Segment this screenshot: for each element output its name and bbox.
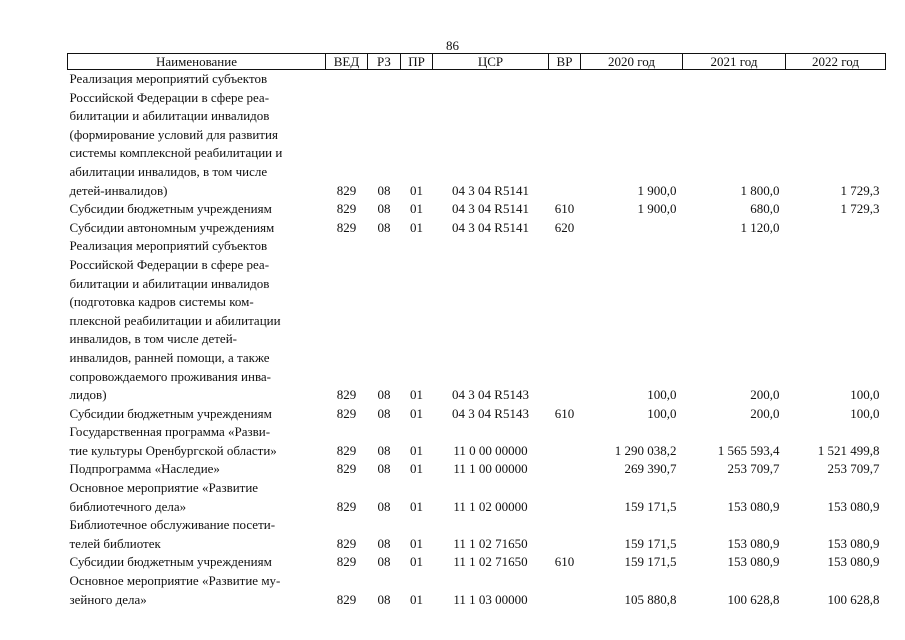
table-row: [68, 516, 886, 553]
cell-2021: 1 120,0: [740, 219, 780, 235]
cell-ved: 829: [336, 498, 357, 514]
name-line: (подготовка кадров системы ком-: [69, 294, 254, 310]
table-row: [68, 405, 886, 424]
cell-pr: 01: [410, 442, 423, 458]
cell-name: [68, 70, 326, 201]
name-line: Субсидии бюджетным учреждениям: [69, 405, 272, 421]
cell-pr: 01: [410, 461, 423, 477]
cell-2022: 253 709,7: [827, 461, 880, 477]
cell-ved: 829: [336, 442, 357, 458]
cell-rz: 08: [377, 182, 391, 198]
page-number: 86: [446, 38, 459, 53]
cell-2022: [786, 219, 886, 238]
cell-rz: 08: [377, 591, 391, 607]
cell-2022: 153 080,9: [827, 554, 880, 570]
name-line: Основное мероприятие «Развитие: [69, 480, 259, 496]
cell-2020: [581, 219, 683, 238]
cell-csr: 11 1 00 00000: [453, 461, 528, 477]
cell-vr: [549, 237, 581, 404]
cell-2020: 159 171,5: [624, 498, 677, 514]
cell-pr: 01: [410, 535, 423, 551]
cell-vr: [549, 423, 581, 460]
cell-ved: 829: [336, 201, 357, 217]
cell-2022: 1 521 499,8: [817, 442, 880, 458]
cell-ved: 829: [336, 461, 357, 477]
name-line: зейного дела»: [69, 591, 147, 607]
cell-csr: 11 0 00 00000: [453, 442, 528, 458]
cell-name: [68, 200, 326, 219]
cell-name: [68, 479, 326, 516]
cell-csr: 04 3 04 R5141: [452, 219, 529, 235]
cell-name: [68, 460, 326, 479]
column-header-name: Наименование: [68, 54, 326, 70]
name-line: лидов): [69, 387, 107, 403]
cell-2020: 100,0: [647, 387, 677, 403]
cell-pr: 01: [410, 182, 423, 198]
cell-2020: 1 900,0: [637, 182, 677, 198]
cell-2022: 1 729,3: [840, 201, 880, 217]
cell-ved: 829: [336, 591, 357, 607]
cell-vr: 620: [554, 219, 575, 235]
name-line: (формирование условий для развития: [69, 126, 278, 142]
cell-2021: 680,0: [750, 201, 780, 217]
name-line: Реализация мероприятий субъектов: [69, 71, 268, 86]
name-line: Подпрограмма «Наследие»: [69, 461, 220, 477]
name-line: библиотечного дела»: [69, 498, 187, 514]
cell-vr: [549, 460, 581, 479]
cell-csr: 04 3 04 R5141: [452, 201, 529, 217]
cell-vr: [549, 479, 581, 516]
name-line: билитации и абилитации инвалидов: [69, 275, 270, 291]
header-row: [68, 54, 886, 70]
cell-csr: 11 1 02 71650: [453, 535, 528, 551]
name-line: Государственная программа «Разви-: [69, 424, 271, 440]
table-row: [68, 572, 886, 609]
cell-vr: 610: [554, 201, 575, 217]
cell-name: [68, 423, 326, 460]
cell-vr: [549, 572, 581, 609]
column-header-2020: 2020 год: [581, 54, 683, 70]
cell-rz: 08: [377, 461, 391, 477]
cell-pr: 01: [410, 591, 423, 607]
cell-rz: 08: [377, 554, 391, 570]
cell-csr: 11 1 03 00000: [453, 591, 528, 607]
cell-pr: 01: [410, 219, 423, 235]
name-line: сопровождаемого проживания инва-: [69, 368, 272, 384]
column-header-ved: ВЕД: [326, 54, 368, 70]
column-header-pr: ПР: [401, 54, 433, 70]
cell-name: [68, 572, 326, 609]
table-row: [68, 479, 886, 516]
name-line: детей-инвалидов): [69, 182, 168, 198]
cell-2021: 153 080,9: [727, 498, 780, 514]
name-line: телей библиотек: [69, 535, 161, 551]
cell-2020: 1 900,0: [637, 201, 677, 217]
cell-rz: 08: [377, 201, 391, 217]
cell-rz: 08: [377, 405, 391, 421]
name-line: инвалидов, ранней помощи, а также: [69, 349, 270, 365]
cell-2020: 159 171,5: [624, 535, 677, 551]
table-row: [68, 460, 886, 479]
cell-2022: 153 080,9: [827, 498, 880, 514]
cell-rz: 08: [377, 535, 391, 551]
cell-name: [68, 405, 326, 424]
name-line: Субсидии бюджетным учреждениям: [69, 554, 272, 570]
name-line: билитации и абилитации инвалидов: [69, 108, 270, 124]
cell-2020: 100,0: [647, 405, 677, 421]
cell-2021: 153 080,9: [727, 554, 780, 570]
cell-2020: 1 290 038,2: [614, 442, 677, 458]
column-header-csr: ЦСР: [433, 54, 549, 70]
cell-2022: 100,0: [850, 405, 880, 421]
column-header-2022: 2022 год: [786, 54, 886, 70]
cell-ved: 829: [336, 219, 357, 235]
cell-pr: 01: [410, 387, 423, 403]
column-header-vr: ВР: [549, 54, 581, 70]
cell-name: [68, 553, 326, 572]
name-line: тие культуры Оренбургской области»: [69, 442, 277, 458]
name-line: Субсидии бюджетным учреждениям: [69, 201, 272, 217]
cell-ved: 829: [336, 405, 357, 421]
cell-rz: 08: [377, 387, 391, 403]
cell-ved: 829: [336, 554, 357, 570]
cell-pr: 01: [410, 201, 423, 217]
cell-2021: 200,0: [750, 405, 780, 421]
cell-csr: 04 3 04 R5141: [452, 182, 529, 198]
table-row: [68, 70, 886, 201]
cell-2021: 253 709,7: [727, 461, 780, 477]
cell-2021: 153 080,9: [727, 535, 780, 551]
cell-csr: 11 1 02 00000: [453, 498, 528, 514]
cell-pr: 01: [410, 554, 423, 570]
cell-name: [68, 516, 326, 553]
cell-rz: 08: [377, 498, 391, 514]
cell-ved: 829: [336, 535, 357, 551]
name-line: Основное мероприятие «Развитие му-: [69, 573, 281, 589]
table-row: [68, 423, 886, 460]
cell-vr: [549, 70, 581, 201]
cell-vr: 610: [554, 405, 575, 421]
cell-2020: 159 171,5: [624, 554, 677, 570]
table-row: [68, 237, 886, 404]
cell-ved: 829: [336, 387, 357, 403]
cell-ved: 829: [336, 182, 357, 198]
column-header-rz: РЗ: [368, 54, 401, 70]
budget-table: [67, 53, 886, 609]
cell-pr: 01: [410, 498, 423, 514]
table-row: [68, 219, 886, 238]
column-header-2021: 2021 год: [683, 54, 786, 70]
cell-rz: 08: [377, 442, 391, 458]
cell-csr: 11 1 02 71650: [453, 554, 528, 570]
name-line: Субсидии автономным учреждениям: [69, 219, 275, 235]
cell-name: [68, 219, 326, 238]
name-line: Библиотечное обслуживание посети-: [69, 517, 276, 533]
name-line: плексной реабилитации и абилитации: [69, 312, 281, 328]
table-row: [68, 200, 886, 219]
cell-csr: 04 3 04 R5143: [452, 387, 529, 403]
cell-pr: 01: [410, 405, 423, 421]
cell-2021: 1 800,0: [740, 182, 780, 198]
cell-2021: 100 628,8: [727, 591, 780, 607]
name-line: Российской Федерации в сфере реа-: [69, 89, 270, 105]
cell-csr: 04 3 04 R5143: [452, 405, 529, 421]
cell-2022: 100,0: [850, 387, 880, 403]
name-line: Реализация мероприятий субъектов: [69, 238, 268, 254]
cell-2020: 269 390,7: [624, 461, 677, 477]
table-body: [68, 70, 886, 610]
cell-vr: 610: [554, 554, 575, 570]
cell-2022: 153 080,9: [827, 535, 880, 551]
cell-vr: [549, 516, 581, 553]
cell-2020: 105 880,8: [624, 591, 677, 607]
cell-2022: 1 729,3: [840, 182, 880, 198]
cell-2021: 200,0: [750, 387, 780, 403]
name-line: инвалидов, в том числе детей-: [69, 331, 237, 347]
cell-rz: 08: [377, 219, 391, 235]
table-row: [68, 553, 886, 572]
cell-2021: 1 565 593,4: [717, 442, 780, 458]
name-line: системы комплексной реабилитации и: [69, 145, 283, 161]
name-line: Российской Федерации в сфере реа-: [69, 256, 270, 272]
name-line: абилитации инвалидов, в том числе: [69, 163, 268, 179]
cell-2022: 100 628,8: [827, 591, 880, 607]
cell-name: [68, 237, 326, 404]
